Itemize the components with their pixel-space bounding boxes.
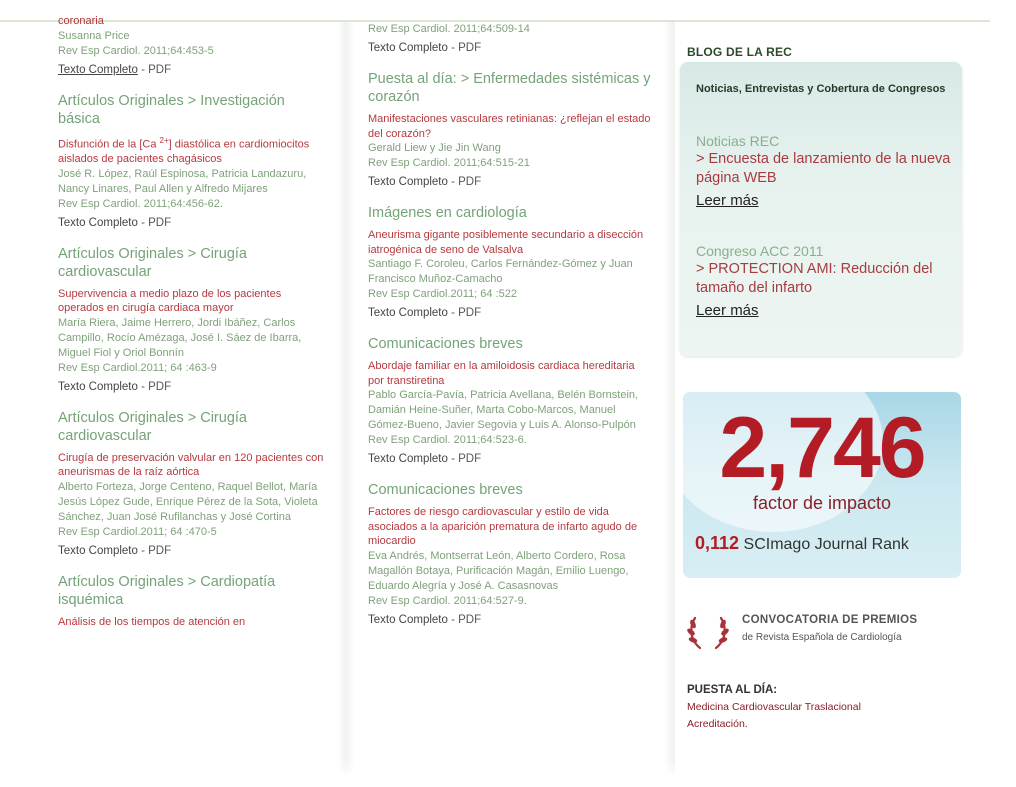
column-separator	[338, 22, 354, 774]
article-entry	[58, 92, 328, 231]
pdf-link[interactable]: PDF	[148, 380, 172, 393]
awards-banner[interactable]	[686, 610, 976, 654]
blog-subtitle: Noticias, Entrevistas y Cobertura de Congresos	[696, 83, 946, 95]
pdf-link[interactable]: PDF	[148, 544, 172, 557]
puesta-link[interactable]: Medicina Cardiovascular Traslacional	[687, 701, 861, 713]
full-text-link[interactable]: Texto Completo	[368, 453, 448, 465]
article-entry	[368, 70, 653, 190]
article-entry	[368, 335, 653, 467]
article-entry	[58, 409, 328, 559]
article-authors: Eva Andrés, Montserrat León, Alberto Cordero, Rosa Magallón Botaya, Purificación Magán, Emilio Luengo, Eduardo Alegría y José A. Casasnovas	[368, 549, 629, 592]
sjr-label: SCImago Journal Rank	[743, 536, 909, 553]
article-entry	[368, 204, 653, 321]
article-journal: Rev Esp Cardiol. 2011;64:456-62.	[58, 197, 223, 210]
blog-news-item	[696, 132, 956, 210]
impact-factor-label: factor de impacto	[752, 493, 892, 513]
pdf-link[interactable]: PDF	[458, 176, 482, 188]
read-more-link[interactable]: Leer más	[696, 302, 759, 319]
pdf-link[interactable]: PDF	[458, 453, 482, 465]
article-links: Texto Completo - PDF	[368, 453, 482, 465]
full-text-link[interactable]: Texto Completo	[368, 307, 448, 319]
section-heading[interactable]: Artículos Originales > Cirugía cardiovascular	[58, 409, 247, 444]
full-text-link[interactable]: Texto Completo	[58, 216, 138, 229]
article-title[interactable]: Análisis de los tiempos de atención en	[58, 615, 246, 628]
article-authors: Alberto Forteza, Jorge Centeno, Raquel Bellot, María Jesús López Gude, Enrique Pérez de la Sota, Violeta Sánchez, Juan José Rufilanchas y José Cortina	[58, 480, 318, 523]
article-entry	[368, 481, 653, 628]
article-links: Texto Completo - PDF	[368, 42, 482, 54]
article-title-tail: coronaria	[58, 15, 104, 27]
article-title[interactable]: Manifestaciones vasculares retinianas: ¿reflejan el estado del corazón?	[368, 113, 651, 140]
full-text-link[interactable]: Texto Completo	[58, 380, 138, 393]
full-text-link[interactable]: Texto Completo	[368, 176, 448, 188]
article-authors: Gerald Liew y Jie Jin Wang	[368, 142, 501, 154]
section-heading[interactable]: Artículos Originales > Investigación básica	[58, 93, 285, 127]
article-journal: Rev Esp Cardiol. 2011;64:515-21	[368, 157, 530, 169]
article-links: Texto Completo - PDF	[58, 216, 172, 229]
impact-factor-banner[interactable]	[683, 392, 961, 578]
column-separator-right	[663, 22, 675, 774]
article-entry	[58, 14, 328, 78]
section-heading[interactable]: Imágenes en cardiología	[368, 205, 527, 221]
sjr-line	[695, 533, 909, 554]
article-journal: Rev Esp Cardiol.2011; 64 :522	[368, 288, 517, 300]
awards-title: CONVOCATORIA DE PREMIOS	[742, 614, 918, 626]
article-title[interactable]: Supervivencia a medio plazo de los pacientes operados en cirugía cardiaca mayor	[58, 287, 282, 315]
article-list-middle	[368, 22, 653, 630]
full-text-link[interactable]: Texto Completo	[58, 544, 138, 557]
article-journal: Rev Esp Cardiol.2011; 64 :470-5	[58, 525, 217, 538]
sjr-value: 0,112	[695, 533, 740, 553]
article-journal: Rev Esp Cardiol. 2011;64:509-14	[368, 23, 530, 35]
article-entry	[58, 245, 328, 395]
article-title[interactable]: Disfunción de la [Ca $^{2+}$] diastólica en cardiomiocitos aislados de pacientes chagásicos	[58, 136, 310, 166]
article-entry	[58, 573, 328, 630]
article-title[interactable]: Factores de riesgo cardiovascular y estilo de vida asociados a la aparición prematura de infarto agudo de miocardio	[368, 506, 638, 547]
article-authors: María Riera, Jaime Herrero, Jordi Ibáñez, Carlos Campillo, Rocío Amézaga, José I. Sáez de Ibarra, Miguel Fiol y Oriol Bonnín	[58, 316, 302, 359]
article-authors: Pablo García-Pavía, Patricia Avellana, Belén Bornstein, Damián Heine-Suñer, Marta Cobo-Marcos, Manuel Gómez-Bueno, Javier Segovia y Luis A. Alonso-Pulpón	[368, 389, 639, 431]
article-links: Texto Completo - PDF	[58, 380, 172, 393]
full-text-link[interactable]: Texto Completo	[368, 613, 448, 626]
section-heading[interactable]: Artículos Originales > Cirugía cardiovascular	[58, 245, 247, 280]
blog-news-item	[696, 242, 956, 320]
article-journal: Rev Esp Cardiol. 2011;64:527-9.	[368, 594, 527, 607]
news-category[interactable]: Congreso ACC 2011	[696, 243, 824, 259]
pdf-link[interactable]: PDF	[458, 613, 482, 626]
news-category[interactable]: Noticias REC	[696, 133, 780, 149]
article-title[interactable]: Aneurisma gigante posiblemente secundario a disección iatrogénica de seno de Valsalva	[368, 229, 644, 256]
article-journal: Rev Esp Cardiol. 2011;64:453-5	[58, 45, 214, 57]
article-list-left	[58, 14, 328, 631]
news-headline[interactable]: > PROTECTION AMI: Reducción del tamaño del infarto	[696, 261, 933, 296]
article-links: Texto Completo - PDF	[58, 64, 172, 76]
section-heading[interactable]: Artículos Originales > Cardiopatía isquémica	[58, 573, 276, 608]
article-authors: Susanna Price	[58, 30, 130, 42]
pdf-link[interactable]: PDF	[458, 307, 482, 319]
pdf-link[interactable]: PDF	[148, 64, 172, 76]
read-more-link[interactable]: Leer más	[696, 192, 759, 209]
section-heading[interactable]: Puesta al día: > Enfermedades sistémicas y corazón	[368, 71, 651, 105]
article-links: Texto Completo - PDF	[368, 176, 482, 188]
section-heading[interactable]: Comunicaciones breves	[368, 482, 523, 498]
puesta-link[interactable]: Acreditación.	[687, 718, 748, 730]
article-authors: José R. López, Raúl Espinosa, Patricia Landazuru, Nancy Linares, Paul Allen y Alfredo Mijares	[58, 167, 307, 195]
impact-factor-value: 2,746	[719, 400, 925, 496]
article-journal: Rev Esp Cardiol. 2011;64:523-6.	[368, 434, 527, 446]
article-journal: Rev Esp Cardiol.2011; 64 :463-9	[58, 361, 217, 374]
full-text-link[interactable]: Texto Completo	[58, 64, 138, 76]
article-links: Texto Completo - PDF	[368, 613, 482, 626]
bottom-fade	[0, 760, 1016, 787]
puesta-heading: PUESTA AL DÍA:	[687, 684, 778, 696]
blog-heading: BLOG DE LA REC	[687, 45, 793, 59]
awards-subtitle: de Revista Española de Cardiología	[742, 632, 902, 643]
article-title[interactable]: Abordaje familiar en la amiloidosis cardiaca hereditaria por transtiretina	[368, 360, 635, 387]
blog-box	[680, 62, 962, 356]
news-headline[interactable]: > Encuesta de lanzamiento de la nueva página WEB	[696, 151, 951, 186]
pdf-link[interactable]: PDF	[458, 42, 482, 54]
article-links: Texto Completo - PDF	[58, 544, 172, 557]
article-links: Texto Completo - PDF	[368, 307, 482, 319]
full-text-link[interactable]: Texto Completo	[368, 42, 448, 54]
laurel-icon	[686, 612, 730, 652]
article-authors: Santiago F. Coroleu, Carlos Fernández-Gómez y Juan Francisco Muñoz-Camacho	[368, 258, 633, 285]
article-title[interactable]: Cirugía de preservación valvular en 120 pacientes con aneurismas de la raíz aórtica	[58, 451, 324, 479]
pdf-link[interactable]: PDF	[148, 216, 172, 229]
article-entry	[368, 22, 653, 56]
section-heading[interactable]: Comunicaciones breves	[368, 336, 523, 352]
